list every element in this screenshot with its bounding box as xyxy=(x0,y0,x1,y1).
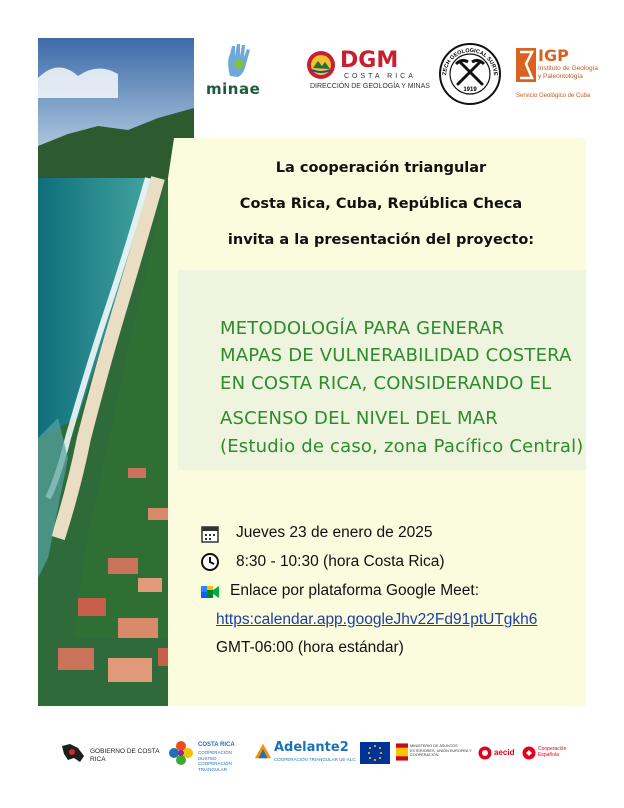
adelante2-logo xyxy=(254,740,358,770)
aecid-logo xyxy=(478,744,518,764)
dgm-country: COSTA RICA xyxy=(344,73,416,80)
project-title-line-2: MAPAS DE VULNERABILIDAD COSTERA xyxy=(220,345,572,366)
coop-costa-rica-logo xyxy=(166,736,250,772)
dgm-name: DIRECCIÓN DE GEOLOGÍA Y MINAS xyxy=(310,83,430,90)
coop-title: COSTA RICA xyxy=(198,742,235,748)
gobierno-costa-rica-logo xyxy=(60,740,160,770)
spain-shield-icon xyxy=(396,742,408,762)
project-title-line-1: METODOLOGÍA PARA GENERAR xyxy=(220,318,505,339)
igp-title: IGP xyxy=(538,46,569,65)
meet-link[interactable]: https:calendar.app.googleJhv22Fd91ptUTgkh6 xyxy=(216,611,538,628)
costa-rica-map-icon xyxy=(60,740,86,766)
igp-logo xyxy=(516,48,600,104)
aecid-mark-icon xyxy=(478,746,492,760)
google-meet-icon xyxy=(200,582,220,602)
coop-sub: COOPERACIÓN DUSTED COOPERACIÓN TRIANGULAR xyxy=(198,750,232,772)
igp-name: Instituto de Geología y Paleontología xyxy=(538,65,598,80)
gobierno-text: GOBIERNO DE COSTA RICA xyxy=(90,748,160,763)
partner-logos-bottom xyxy=(56,736,576,776)
adelante-sub: COOPERACIÓN TRIANGULAR UE-ALC xyxy=(274,757,356,762)
event-time: 8:30 - 10:30 (hora Costa Rica) xyxy=(236,553,445,570)
eu-flag-icon xyxy=(360,742,390,764)
coop-espanola-mark-icon xyxy=(522,746,536,760)
intro-line-1: La cooperación triangular xyxy=(275,160,487,176)
minae-logo xyxy=(202,42,290,104)
dgm-logo xyxy=(306,48,430,100)
coop-flower-icon xyxy=(166,738,196,768)
dgm-title: DGM xyxy=(340,48,399,73)
czech-geological-survey-logo xyxy=(438,42,502,106)
coop-espanola-text: Cooperación Española xyxy=(538,746,567,758)
cooperacion-espanola-logo xyxy=(522,744,576,764)
partner-logos-top xyxy=(200,40,600,110)
minae-wordmark: minae xyxy=(206,80,261,98)
hand-icon xyxy=(224,42,254,78)
project-title-line-4: ASCENSO DEL NIVEL DEL MAR xyxy=(220,408,498,429)
ministerio-logo xyxy=(396,742,472,766)
dgm-seal-icon xyxy=(306,50,336,80)
adelante-triangle-icon xyxy=(254,742,272,760)
ministerio-text: MINISTERIO DE ASUNTOS EXTERIORES, UNIÓN EUROPEA Y COOPERACIÓN xyxy=(410,744,472,758)
clock-icon xyxy=(200,552,220,572)
czech-seal-icon xyxy=(438,42,502,106)
calendar-icon xyxy=(200,524,220,544)
project-title-line-3: EN COSTA RICA, CONSIDERANDO EL xyxy=(220,373,552,394)
project-title-line-5: (Estudio de caso, zona Pacífico Central) xyxy=(220,436,584,457)
igp-service: Servicio Geológico de Cuba xyxy=(516,93,591,99)
meet-label: Enlace por plataforma Google Meet: xyxy=(230,582,479,599)
aecid-text: aecid xyxy=(494,748,515,757)
intro-line-3: invita a la presentación del proyecto: xyxy=(227,232,535,248)
czech-year: 1919 xyxy=(463,87,477,93)
intro-line-2: Costa Rica, Cuba, República Checa xyxy=(239,196,523,212)
timezone-note: GMT-06:00 (hora estándar) xyxy=(216,639,404,656)
adelante-title: Adelante2 xyxy=(274,740,349,755)
event-date: Jueves 23 de enero de 2025 xyxy=(236,524,433,541)
igp-mark-icon xyxy=(516,48,536,82)
czech-name: ZECH GEOLOGICAL SURVE xyxy=(441,47,499,76)
